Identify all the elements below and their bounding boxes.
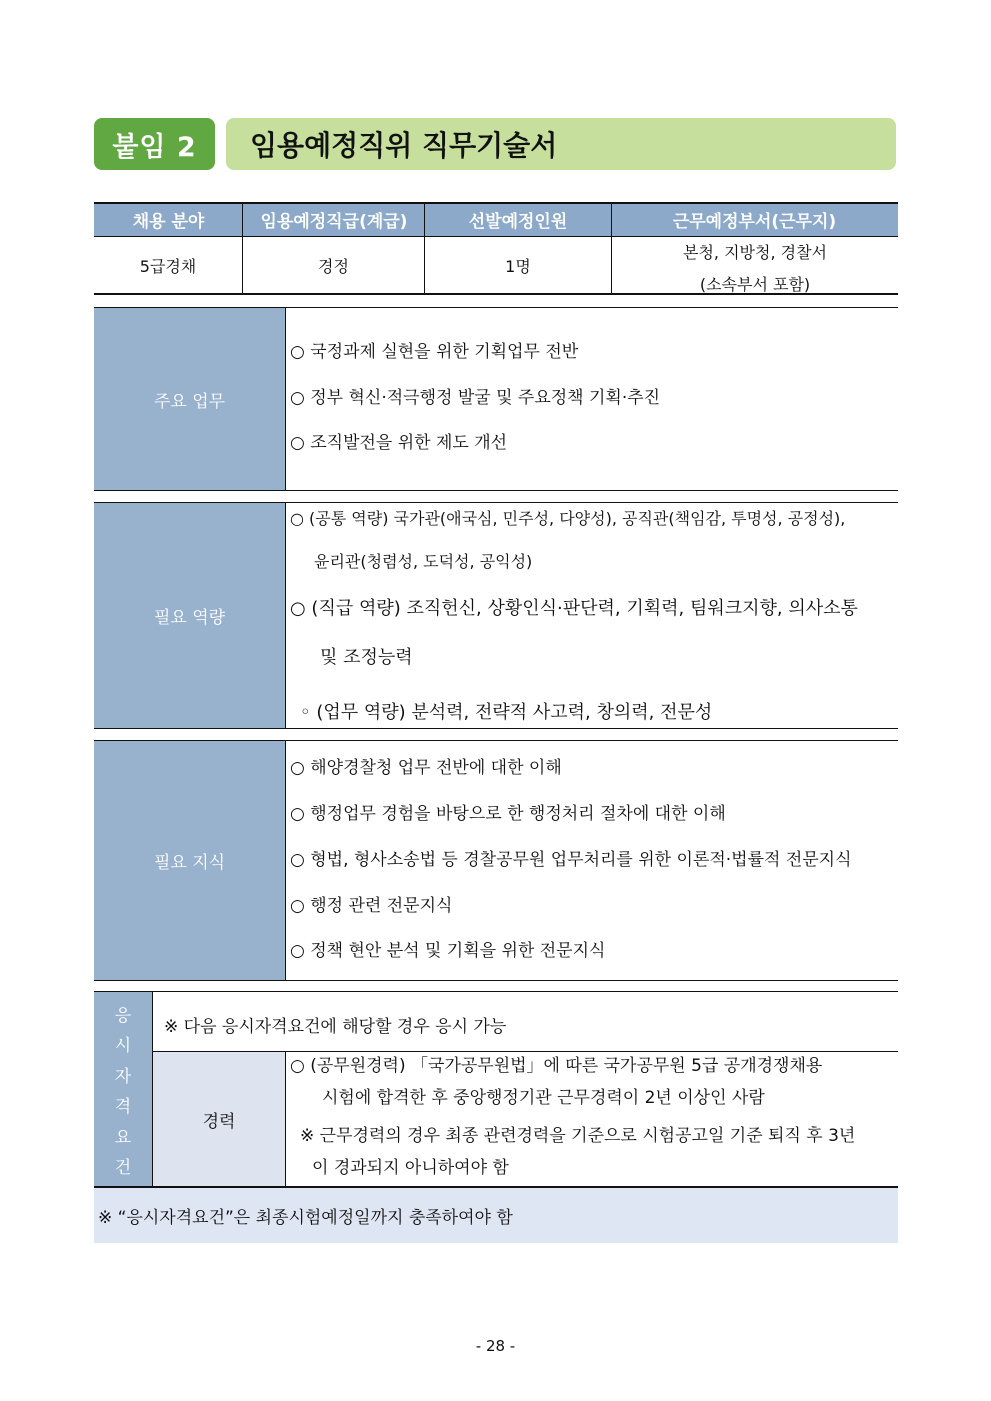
career-requirements [290, 1052, 896, 1186]
cell-rank: 경정 [318, 256, 349, 276]
list-item: ○ 행정 관련 전문지식 [290, 896, 453, 916]
duties-label: 주요 업무 [94, 308, 285, 490]
list-item-continued: 윤리관(청렴성, 도덕성, 공익성) [314, 552, 533, 571]
list-item-continued: 이 경과되지 아니하여야 함 [312, 1158, 509, 1178]
col-header-headcount: 선발예정인원 [425, 202, 611, 236]
duties-list [290, 307, 894, 490]
list-item: ○ 정부 혁신·적극행정 발굴 및 주요정책 기획·추진 [290, 388, 661, 408]
list-item: ○ (공통 역량) 국가관(애국심, 민주성, 다양성), 공직관(책임감, 투명성, 공정성), [290, 509, 846, 528]
knowledge-label: 필요 지식 [94, 741, 285, 980]
list-item: ○ 행정업무 경험을 바탕으로 한 행정처리 절차에 대한 이해 [290, 804, 726, 824]
col-header-field: 채용 분야 [94, 202, 243, 236]
knowledge-section [94, 740, 898, 982]
career-label: 경력 [153, 1052, 285, 1186]
footer-note: ※ “응시자격요건”은 최종시험예정일까지 충족하여야 함 [94, 1188, 898, 1243]
cell-field: 5급경채 [139, 256, 197, 276]
list-item: ○ 형법, 형사소송법 등 경찰공무원 업무처리를 위한 이론적·법률적 전문지식 [290, 850, 852, 870]
cell-headcount: 1명 [505, 256, 531, 276]
list-item: ○ 국정과제 실현을 위한 기획업무 전반 [290, 342, 579, 362]
qualification-label: 응 시 자 격 요 건 [94, 992, 152, 1187]
competency-list [290, 502, 896, 728]
qualification-section [94, 991, 898, 1244]
page-number: - 28 - [475, 1337, 516, 1355]
list-item-note: ※ 근무경력의 경우 최종 관련경력을 기준으로 시험공고일 기준 퇴직 후 3년 [300, 1126, 856, 1146]
list-item: ○ 조직발전을 위한 제도 개선 [290, 433, 508, 453]
list-item: ○ (직급 역량) 조직헌신, 상황인식·판단력, 기획력, 팀워크지향, 의사소통 [290, 598, 858, 619]
competency-label: 필요 역량 [94, 503, 285, 728]
cell-department: 본청, 지방청, 경찰서 (소속부서 포함) [683, 243, 827, 294]
list-item-continued: 시험에 합격한 후 중앙행정기관 근무경력이 2년 이상인 사람 [322, 1088, 765, 1108]
col-header-rank: 임용예정직급(계급) [243, 202, 425, 236]
competency-section [94, 502, 898, 730]
knowledge-list [290, 740, 896, 980]
summary-table [94, 202, 898, 295]
duties-section [94, 307, 898, 492]
attachment-badge: 붙임 2 [94, 118, 215, 170]
list-item: ○ 해양경찰청 업무 전반에 대한 이해 [290, 758, 562, 778]
list-item: ○ 정책 현안 분석 및 기획을 위한 전문지식 [290, 941, 606, 961]
list-item: ○ (공무원경력) 「국가공무원법」에 따른 국가공무원 5급 공개경쟁채용 [290, 1056, 823, 1076]
list-item-continued: 및 조정능력 [320, 647, 413, 668]
document-title: 임용예정직위 직무기술서 [226, 118, 896, 170]
col-header-department: 근무예정부서(근무지) [611, 202, 898, 236]
qualification-note: ※ 다음 응시자격요건에 해당할 경우 응시 가능 [164, 1017, 507, 1037]
list-item: ◦ (업무 역량) 분석력, 전략적 사고력, 창의력, 전문성 [300, 702, 713, 723]
